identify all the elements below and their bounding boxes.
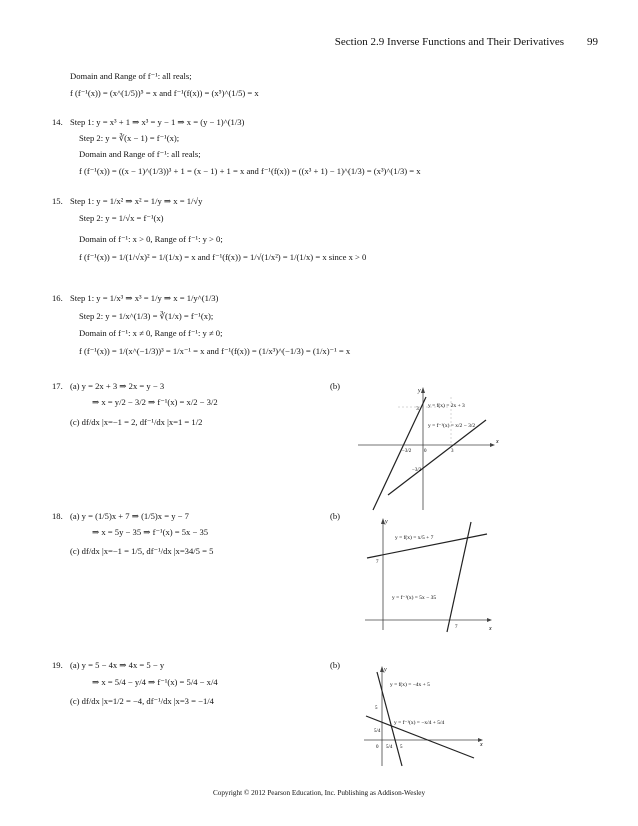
tick-label: 7	[376, 560, 379, 565]
x-axis-arrow-icon	[487, 618, 492, 622]
problem-14-number: 14.	[52, 117, 63, 127]
problem-16-number: 16.	[52, 293, 63, 303]
problem-18-part-b-label: (b)	[330, 511, 341, 521]
problem-19-graph	[362, 664, 486, 768]
tick-label: 5	[400, 745, 403, 750]
problem-14-step2: Step 2: y = ∛(x − 1) = f⁻¹(x);	[79, 133, 180, 143]
f-inverse-label: y = f⁻¹(x) = −x/4 + 5/4	[394, 720, 445, 726]
f-inverse-label: y = f⁻¹(x) = x/2 − 3/2	[428, 423, 476, 429]
problem-18-part-a-line2: ⇒ x = 5y − 35 ⇒ f⁻¹(x) = 5x − 35	[92, 527, 209, 537]
problem-16-domain: Domain of f⁻¹: x ≠ 0, Range of f⁻¹: y ≠ 0;	[79, 328, 223, 338]
top-domain-line: Domain and Range of f⁻¹: all reals;	[70, 71, 192, 81]
f-inverse-line	[447, 522, 471, 632]
problem-19-part-b-label: (b)	[330, 660, 341, 670]
y-axis-label: y	[385, 519, 388, 525]
f-label: y = f(x) = 2x + 3	[428, 403, 465, 409]
tick-label: 3	[451, 449, 454, 454]
tick-label: 5/4	[386, 745, 393, 750]
f-inverse-line	[388, 420, 486, 495]
x-axis-label: x	[496, 439, 499, 445]
tick-label: −3/2	[412, 468, 422, 473]
y-axis-arrow-icon	[421, 387, 425, 393]
problem-19-number: 19.	[52, 660, 63, 670]
problem-15-step2: Step 2: y = 1/√x = f⁻¹(x)	[79, 213, 164, 223]
problem-18-graph	[365, 516, 495, 634]
problem-15-step1: Step 1: y = 1/x² ⇒ x² = 1/y ⇒ x = 1/√y	[70, 196, 203, 206]
tick-label: 7	[455, 625, 458, 630]
problem-16-step1: Step 1: y = 1/x³ ⇒ x³ = 1/y ⇒ x = 1/y^(1/3)	[70, 293, 219, 303]
top-composition-line: f (f⁻¹(x)) = (x^(1/5))⁵ = x and f⁻¹(f(x)) = (x⁵)^(1/5) = x	[70, 88, 259, 98]
problem-18-part-c: (c) df/dx |x=−1 = 1/5, df⁻¹/dx |x=34/5 = 5	[70, 546, 214, 556]
problem-15-domain: Domain of f⁻¹: x > 0, Range of f⁻¹: y > 0;	[79, 234, 223, 244]
section-title: Section 2.9 Inverse Functions and Their Derivatives	[334, 36, 564, 48]
problem-14-domain: Domain and Range of f⁻¹: all reals;	[79, 149, 201, 159]
problem-17-part-c: (c) df/dx |x=−1 = 2, df⁻¹/dx |x=1 = 1/2	[70, 417, 203, 427]
problem-18-part-a-line1: (a) y = (1/5)x + 7 ⇒ (1/5)x = y − 7	[70, 511, 189, 521]
tick-label: 5/4	[374, 729, 381, 734]
f-inverse-label: y = f⁻¹(x) = 5x − 35	[392, 595, 437, 601]
tick-label: 3	[416, 406, 419, 412]
tick-label: 0	[376, 745, 379, 750]
problem-17-part-b-label: (b)	[330, 381, 341, 391]
problem-19-part-a-line2: ⇒ x = 5/4 − y/4 ⇒ f⁻¹(x) = 5/4 − x/4	[92, 677, 218, 687]
f-label: y = f(x) = x/5 + 7	[395, 535, 434, 541]
x-axis-arrow-icon	[490, 443, 495, 447]
problem-17-graph	[358, 385, 498, 515]
problem-17-part-a-line2: ⇒ x = y/2 − 3/2 ⇒ f⁻¹(x) = x/2 − 3/2	[92, 397, 218, 407]
problem-17-part-a-line1: (a) y = 2x + 3 ⇒ 2x = y − 3	[70, 381, 165, 391]
problem-18-number: 18.	[52, 511, 63, 521]
f-line	[373, 397, 426, 510]
problem-14-step1: Step 1: y = x³ + 1 ⇒ x³ = y − 1 ⇒ x = (y − 1)^(1/3)	[70, 117, 245, 127]
tick-label: −3/2	[402, 449, 412, 454]
x-axis-label: x	[489, 626, 492, 632]
problem-14-composition: f (f⁻¹(x)) = ((x − 1)^(1/3))³ + 1 = (x − 1) + 1 = x and f⁻¹(f(x)) = ((x³ + 1) − 1)^(1/3) = (x³)^(1/3) = x	[79, 166, 421, 176]
problem-19-part-c: (c) df/dx |x=1/2 = −4, df⁻¹/dx |x=3 = −1/4	[70, 696, 214, 706]
tick-label: 5	[375, 706, 378, 711]
problem-16-step2: Step 2: y = 1/x^(1/3) = ∛(1/x) = f⁻¹(x);	[79, 311, 214, 321]
x-axis-label: x	[480, 742, 483, 748]
problem-19-part-a-line1: (a) y = 5 − 4x ⇒ 4x = 5 − y	[70, 660, 165, 670]
problem-17-number: 17.	[52, 381, 63, 391]
tick-label: 0	[424, 449, 427, 454]
f-label: y = f(x) = −4x + 5	[390, 682, 430, 688]
page-number: 99	[587, 36, 598, 48]
copyright-footer: Copyright © 2012 Pearson Education, Inc. Publishing as Addison-Wesley	[212, 789, 426, 797]
page-header	[0, 36, 638, 50]
y-axis-label: y	[418, 388, 421, 394]
problem-15-composition: f (f⁻¹(x)) = 1/(1/√x)² = 1/(1/x) = x and f⁻¹(f(x)) = 1/√(1/x²) = 1/(1/x) = x since x > 0	[79, 252, 367, 262]
problem-15-number: 15.	[52, 196, 63, 206]
problem-16-composition: f (f⁻¹(x)) = 1/(x^(−1/3))³ = 1/x⁻¹ = x and f⁻¹(f(x)) = (1/x³)^(−1/3) = (1/x)⁻¹ = x	[79, 346, 351, 356]
y-axis-label: y	[384, 667, 387, 673]
